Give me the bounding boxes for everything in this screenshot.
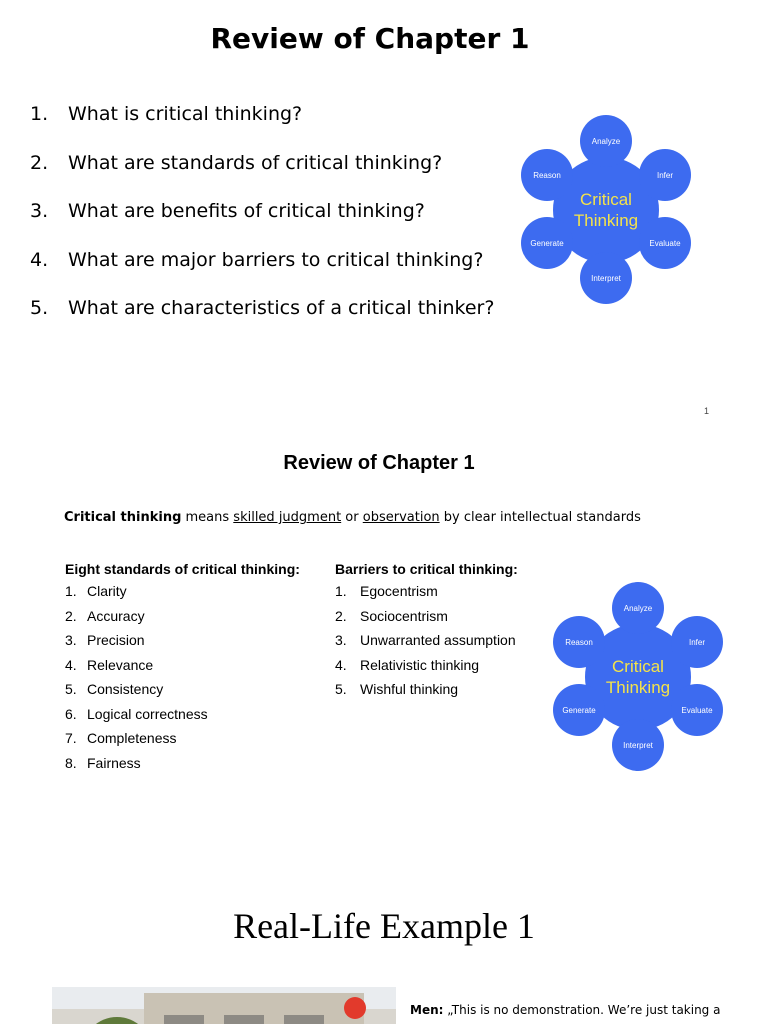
slide-3 (0, 865, 768, 1024)
diagram-node-generate (521, 217, 573, 269)
diagram-node-interpret (612, 719, 664, 771)
list-item (65, 730, 208, 755)
slide-1 (0, 0, 768, 425)
item-number: 4. (30, 248, 49, 271)
item-number: 4. (335, 656, 347, 673)
list-item (65, 755, 208, 780)
node-label: Interpret (591, 274, 621, 283)
list-item (335, 632, 516, 657)
item-number: 3. (30, 200, 49, 222)
item-text: Sociocentrism (360, 607, 448, 624)
critical-thinking-diagram (516, 113, 698, 309)
diagram-node-evaluate (671, 684, 723, 736)
photo-tree (82, 1017, 152, 1024)
item-text: Wishful thinking (360, 681, 459, 697)
photo-sign (344, 997, 366, 1019)
item-text: Relevance (87, 656, 154, 673)
item-text: What are characteristics of a critical thinker? (68, 297, 495, 319)
definition-rest: by clear intellectual standards (439, 510, 641, 525)
photo-building (144, 993, 364, 1024)
list-item (30, 152, 494, 201)
list-item (335, 657, 516, 682)
diagram-node-interpret (580, 252, 632, 304)
node-label: Evaluate (681, 706, 713, 715)
item-number: 5. (335, 681, 347, 697)
diagram-node-analyze (612, 582, 664, 634)
item-text: Clarity (87, 583, 127, 599)
item-number: 1. (335, 583, 347, 599)
list-item (335, 608, 516, 633)
standards-heading: Eight standards of critical thinking: (65, 561, 300, 577)
slide-title: Real-Life Example 1 (233, 906, 535, 946)
item-number: 1. (30, 103, 49, 125)
list-item (65, 706, 208, 731)
slide-title: Review of Chapter 1 (283, 452, 475, 474)
diagram-node-evaluate (639, 217, 691, 269)
list-item (30, 249, 494, 298)
item-number: 8. (65, 754, 77, 771)
critical-thinking-diagram (548, 580, 730, 776)
item-text: Precision (87, 632, 145, 648)
slide-title: Review of Chapter 1 (210, 22, 530, 55)
slide-2 (0, 425, 768, 865)
photo-window (224, 1015, 264, 1024)
barriers-list (335, 583, 516, 706)
node-label: Analyze (591, 137, 621, 146)
item-number: 3. (65, 632, 77, 648)
item-text: Logical correctness (87, 705, 208, 722)
diagram-node-reason (553, 616, 605, 668)
definition-connector: or (341, 510, 363, 525)
barriers-heading: Barriers to critical thinking: (335, 561, 518, 577)
list-item (65, 583, 208, 608)
item-number: 2. (335, 607, 347, 624)
item-number: 5. (30, 297, 49, 319)
item-number: 1. (65, 583, 77, 599)
item-text: Unwarranted assumption (360, 632, 516, 648)
center-label-line1: Critical (580, 190, 632, 209)
item-text: Completeness (87, 730, 177, 746)
item-number: 5. (65, 681, 77, 697)
item-number: 6. (65, 705, 77, 722)
diagram-node-generate (553, 684, 605, 736)
node-label: Interpret (623, 741, 653, 750)
quote-body: „This is no demonstration. We’re just taking a (443, 1003, 721, 1017)
list-item (30, 297, 494, 346)
quote-speaker: Men: (410, 1003, 444, 1017)
list-item (30, 103, 494, 152)
item-text: What are major barriers to critical thinking? (68, 248, 484, 271)
item-text: What are standards of critical thinking? (68, 151, 443, 174)
item-number: 4. (65, 656, 77, 673)
list-item (335, 681, 516, 706)
node-label: Evaluate (649, 239, 681, 248)
item-number: 3. (335, 632, 347, 648)
center-label-line1: Critical (612, 657, 664, 676)
definition-text (64, 510, 641, 525)
list-item (65, 657, 208, 682)
standards-list (65, 583, 208, 779)
street-photo (52, 987, 396, 1024)
definition-phrase-2: observation (362, 510, 440, 525)
item-text: What are benefits of critical thinking? (68, 200, 425, 222)
item-number: 2. (30, 151, 49, 174)
list-item (65, 632, 208, 657)
node-label: Generate (530, 239, 564, 248)
list-item (65, 681, 208, 706)
node-label: Reason (533, 171, 561, 180)
photo-window (164, 1015, 204, 1024)
node-label: Reason (565, 638, 593, 647)
list-item (65, 608, 208, 633)
center-label-line2: Thinking (605, 678, 671, 697)
item-number: 7. (65, 730, 77, 746)
node-label: Infer (688, 638, 706, 647)
item-text: Consistency (87, 681, 164, 697)
item-text: Egocentrism (360, 583, 438, 599)
item-text: Accuracy (87, 607, 145, 624)
definition-term: Critical thinking (64, 510, 182, 525)
page-number: 1 (703, 406, 709, 416)
node-label: Generate (562, 706, 596, 715)
diagram-node-infer (671, 616, 723, 668)
quote-text (410, 1003, 730, 1017)
diagram-node-reason (521, 149, 573, 201)
item-text: Fairness (87, 754, 141, 771)
diagram-node-analyze (580, 115, 632, 167)
node-label: Analyze (623, 604, 653, 613)
list-item (335, 583, 516, 608)
photo-window (284, 1015, 324, 1024)
item-text: Relativistic thinking (360, 656, 480, 673)
definition-phrase-1: skilled judgment (233, 510, 342, 525)
question-list (30, 103, 494, 346)
diagram-node-infer (639, 149, 691, 201)
item-text: What is critical thinking? (68, 103, 303, 125)
item-number: 2. (65, 607, 77, 624)
definition-connector: means (181, 510, 234, 525)
center-label-line2: Thinking (573, 211, 639, 230)
node-label: Infer (656, 171, 674, 180)
list-item (30, 200, 494, 249)
